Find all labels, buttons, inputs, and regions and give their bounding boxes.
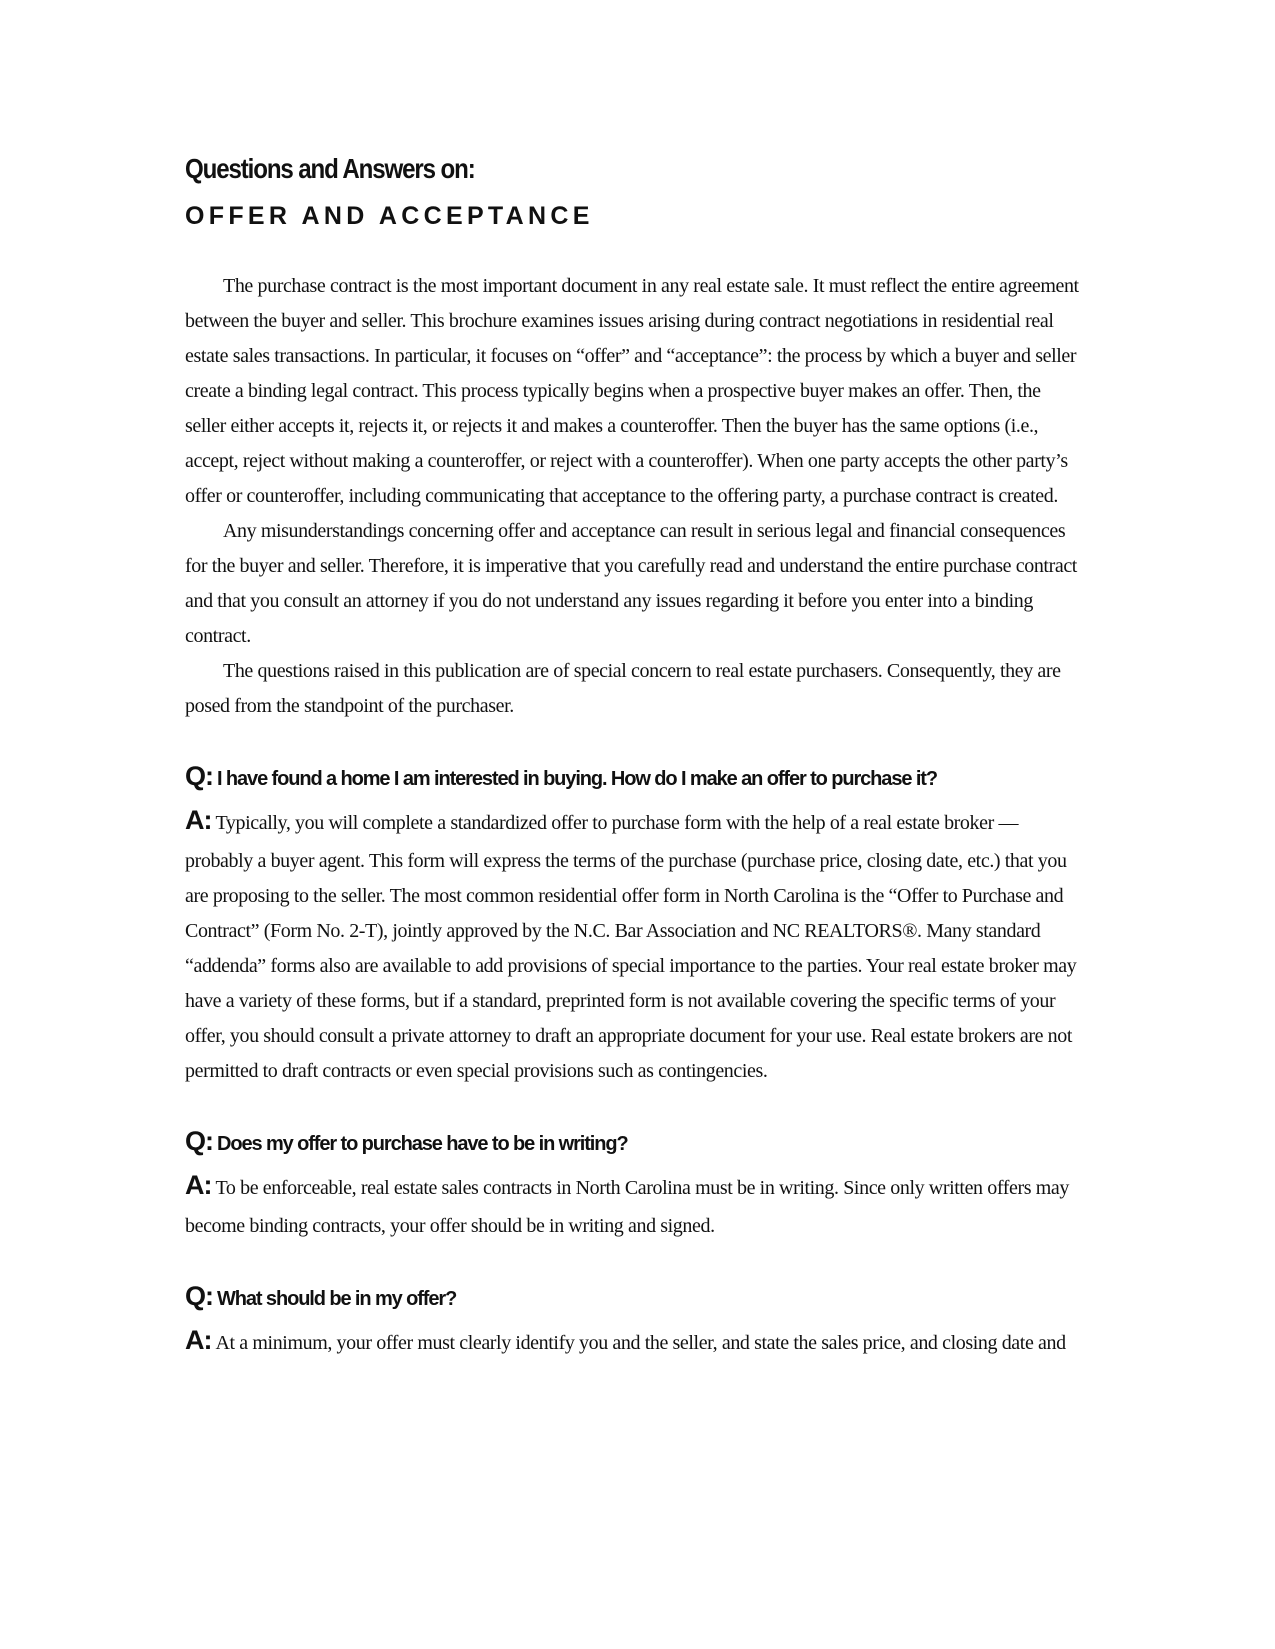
answer (185, 805, 1085, 1089)
qa-item (185, 1123, 1085, 1244)
qa-item (185, 1278, 1085, 1361)
question (185, 1278, 1085, 1317)
answer-marker: A: (185, 1170, 212, 1200)
answer (185, 1325, 1085, 1361)
question (185, 1123, 1085, 1162)
answer-first-line: At a minimum, your offer must clearly identify you and the seller, and state the sales price, and closing date and (215, 1332, 1066, 1354)
answer-first-line: To be enforceable, real estate sales contracts in North Carolina must be in writing. Since only written offers may (215, 1177, 1069, 1199)
intro-paragraph: The questions raised in this publication are of special concern to real estate purchasers. Consequently, they are posed from the standpoint of the purchaser. (185, 660, 1061, 717)
question-marker: Q: (185, 1126, 213, 1156)
intro-paragraph: Any misunderstandings concerning offer and acceptance can result in serious legal and financial consequences for the buyer and seller. Therefore, it is imperative that you carefully read and understand the entire purchase contract and that you consult an attorney if you do not understand any issues regarding it before you enter into a binding contract. (185, 520, 1077, 647)
answer-first-line: Typically, you will complete a standardized offer to purchase form with the help of a real estate broker — (215, 812, 1019, 834)
answer-text: become binding contracts, your offer should be in writing and signed. (185, 1215, 715, 1237)
intro-section (185, 269, 1085, 724)
question-text: I have found a home I am interested in buying. How do I make an offer to purchase it? (217, 768, 937, 790)
question (185, 758, 1085, 797)
question-text: Does my offer to purchase have to be in writing? (217, 1133, 628, 1155)
intro-paragraph: The purchase contract is the most important document in any real estate sale. It must reflect the entire agreement between the buyer and seller. This brochure examines issues arising during contract negotiations in residential real estate sales transactions. In particular, it focuses on “offer” and “acceptance”: the process by which a buyer and seller create a binding legal contract. This process typically begins when a prospective buyer makes an offer. Then, the seller either accepts it, rejects it, or rejects it and makes a counteroffer. Then the buyer has the same options (i.e., accept, reject without making a counteroffer, or reject with a counteroffer). When one party accepts the other party’s offer or counteroffer, including communicating that acceptance to the offering party, a purchase contract is created. (185, 275, 1079, 507)
document-title: Questions and Answers on: (185, 153, 475, 184)
document-page (185, 150, 1085, 1361)
answer (185, 1170, 1085, 1244)
question-text: What should be in my offer? (217, 1288, 457, 1310)
question-marker: Q: (185, 1281, 213, 1311)
qa-item (185, 758, 1085, 1089)
answer-marker: A: (185, 1325, 212, 1355)
answer-text: probably a buyer agent. This form will express the terms of the purchase (purchase price, closing date, etc.) that you are proposing to the seller. The most common residential offer form in North Carolina is the “Offer to Purchase and Contract” (Form No. 2-T), jointly approved by the N.C. Bar Association and NC REALTORS®. Many standard “addenda” forms also are available to add provisions of special importance to the parties. Your real estate broker may have a variety of these forms, but if a standard, preprinted form is not available covering the specific terms of your offer, you should consult a private attorney to draft an appropriate document for your use. Real estate brokers are not permitted to draft contracts or even special provisions such as contingencies. (185, 850, 1077, 1082)
question-marker: Q: (185, 761, 213, 791)
document-subtitle: OFFER AND ACCEPTANCE (185, 202, 594, 230)
answer-marker: A: (185, 805, 212, 835)
